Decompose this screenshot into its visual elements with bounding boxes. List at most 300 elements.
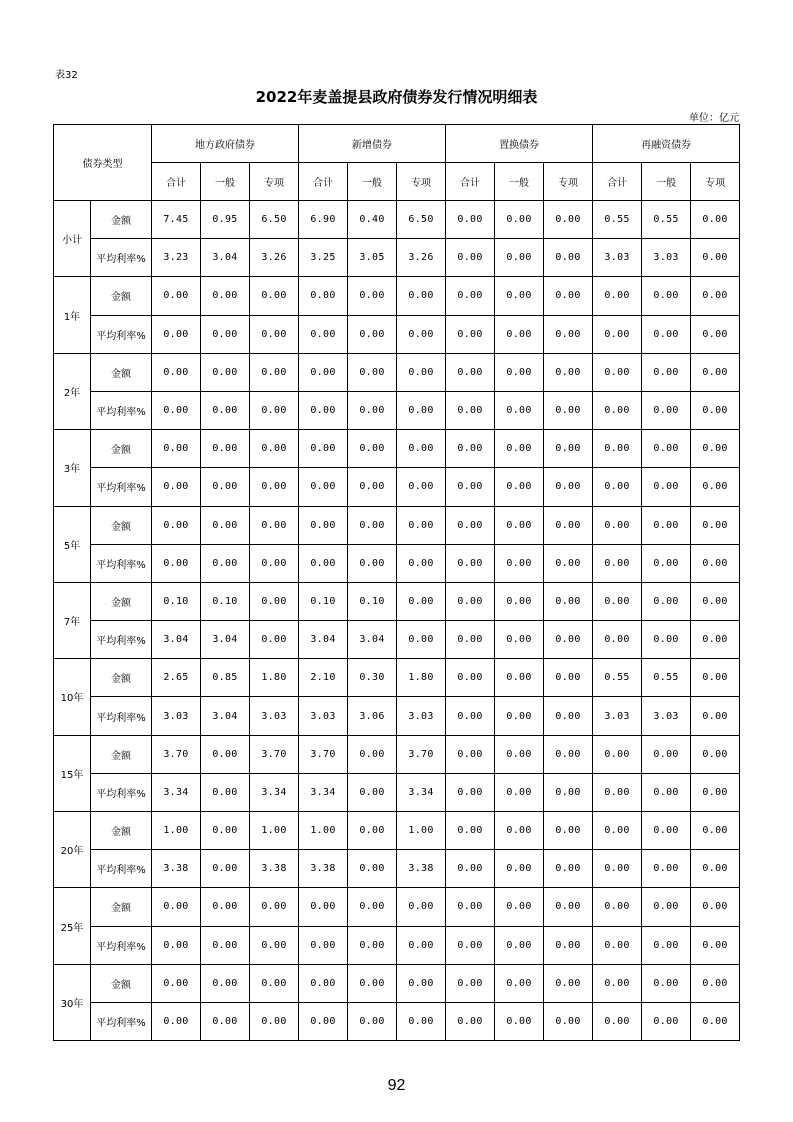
subcol-header: 合计: [446, 163, 495, 201]
table-cell: 0.00: [397, 468, 446, 506]
table-cell: 3.26: [250, 239, 299, 277]
subcol-header: 一般: [348, 163, 397, 201]
table-cell: 0.00: [446, 697, 495, 735]
bond-issuance-table: [53, 124, 740, 1041]
table-cell: 0.00: [495, 659, 544, 697]
table-cell: 0.00: [299, 544, 348, 582]
table-cell: 0.00: [642, 391, 691, 429]
table-cell: 6.90: [299, 201, 348, 239]
table-cell: 3.34: [250, 773, 299, 811]
table-cell: 0.00: [642, 468, 691, 506]
subcol-header: 专项: [250, 163, 299, 201]
table-cell: 0.00: [397, 1002, 446, 1040]
table-cell: 0.00: [348, 468, 397, 506]
table-cell: 0.00: [201, 430, 250, 468]
term-label: 10年: [54, 659, 91, 735]
table-row: [54, 468, 740, 506]
table-cell: 0.00: [691, 506, 740, 544]
table-cell: 0.00: [691, 888, 740, 926]
table-cell: 0.00: [250, 888, 299, 926]
table-cell: 0.00: [348, 773, 397, 811]
table-cell: 0.00: [250, 544, 299, 582]
group-header: 再融资债券: [593, 125, 740, 163]
table-cell: 0.00: [544, 1002, 593, 1040]
table-cell: 0.40: [348, 201, 397, 239]
rate-label: 平均利率%: [91, 544, 152, 582]
table-cell: 0.00: [691, 277, 740, 315]
table-cell: 0.00: [642, 315, 691, 353]
table-cell: 0.00: [348, 1002, 397, 1040]
table-cell: 3.38: [397, 850, 446, 888]
amount-label: 金额: [91, 812, 152, 850]
rate-label: 平均利率%: [91, 468, 152, 506]
table-cell: 0.00: [250, 391, 299, 429]
table-cell: 0.00: [299, 888, 348, 926]
rate-label: 平均利率%: [91, 697, 152, 735]
table-cell: 0.00: [495, 964, 544, 1002]
table-cell: 3.03: [593, 697, 642, 735]
table-cell: 1.80: [250, 659, 299, 697]
table-cell: 0.00: [201, 468, 250, 506]
subcol-header: 合计: [299, 163, 348, 201]
rate-label: 平均利率%: [91, 239, 152, 277]
table-row: [54, 926, 740, 964]
term-label: 30年: [54, 964, 91, 1040]
table-cell: 0.00: [593, 315, 642, 353]
table-row: [54, 812, 740, 850]
table-cell: 0.00: [299, 1002, 348, 1040]
table-cell: 0.00: [495, 926, 544, 964]
table-cell: 0.10: [152, 582, 201, 620]
table-cell: 0.00: [152, 964, 201, 1002]
table-number: 表32: [55, 70, 78, 81]
table-cell: 0.00: [691, 544, 740, 582]
table-row: [54, 735, 740, 773]
table-cell: 0.00: [495, 850, 544, 888]
table-cell: 0.00: [348, 926, 397, 964]
table-cell: 0.00: [495, 621, 544, 659]
table-cell: 3.03: [397, 697, 446, 735]
table-row: [54, 315, 740, 353]
table-cell: 0.00: [691, 201, 740, 239]
table-cell: 0.00: [348, 353, 397, 391]
table-cell: 0.00: [152, 315, 201, 353]
table-cell: 0.00: [642, 735, 691, 773]
table-cell: 0.00: [691, 964, 740, 1002]
table-cell: 0.00: [446, 353, 495, 391]
table-cell: 0.00: [544, 812, 593, 850]
table-cell: 0.00: [152, 506, 201, 544]
table-cell: 0.00: [691, 850, 740, 888]
table-cell: 3.70: [397, 735, 446, 773]
table-cell: 0.00: [348, 315, 397, 353]
table-cell: 0.00: [642, 544, 691, 582]
table-cell: 0.00: [642, 506, 691, 544]
header-row-groups: [54, 125, 740, 163]
table-cell: 0.00: [250, 277, 299, 315]
table-cell: 0.00: [691, 659, 740, 697]
table-cell: 0.00: [348, 735, 397, 773]
table-cell: 3.34: [299, 773, 348, 811]
table-cell: 0.00: [250, 430, 299, 468]
table-cell: 0.00: [642, 850, 691, 888]
table-cell: 0.00: [544, 277, 593, 315]
table-cell: 0.00: [299, 277, 348, 315]
table-cell: 0.00: [691, 926, 740, 964]
table-row: [54, 430, 740, 468]
table-cell: 3.23: [152, 239, 201, 277]
table-cell: 3.03: [593, 239, 642, 277]
table-cell: 0.00: [446, 201, 495, 239]
table-cell: 3.70: [299, 735, 348, 773]
table-cell: 0.00: [544, 659, 593, 697]
table-cell: 2.65: [152, 659, 201, 697]
table-cell: 0.00: [446, 544, 495, 582]
table-cell: 0.55: [642, 659, 691, 697]
table-cell: 0.00: [446, 812, 495, 850]
table-cell: 7.45: [152, 201, 201, 239]
table-cell: 0.00: [544, 773, 593, 811]
table-cell: 0.00: [544, 544, 593, 582]
table-cell: 3.04: [201, 697, 250, 735]
table-cell: 0.00: [593, 353, 642, 391]
table-row: [54, 239, 740, 277]
table-cell: 0.00: [250, 621, 299, 659]
table-cell: 0.00: [495, 697, 544, 735]
table-cell: 0.00: [201, 926, 250, 964]
table-cell: 0.10: [299, 582, 348, 620]
table-cell: 0.00: [201, 812, 250, 850]
table-cell: 0.00: [152, 544, 201, 582]
table-cell: 0.00: [642, 964, 691, 1002]
table-cell: 0.00: [642, 1002, 691, 1040]
term-label: 25年: [54, 888, 91, 964]
table-cell: 0.00: [348, 544, 397, 582]
amount-label: 金额: [91, 353, 152, 391]
amount-label: 金额: [91, 506, 152, 544]
table-cell: 0.00: [348, 391, 397, 429]
rate-label: 平均利率%: [91, 926, 152, 964]
table-cell: 1.80: [397, 659, 446, 697]
table-cell: 0.00: [593, 391, 642, 429]
table-cell: 0.10: [201, 582, 250, 620]
table-cell: 0.00: [299, 506, 348, 544]
table-cell: 0.00: [397, 430, 446, 468]
table-cell: 0.00: [201, 506, 250, 544]
table-cell: 0.00: [152, 468, 201, 506]
table-cell: 0.00: [299, 391, 348, 429]
table-cell: 0.00: [152, 277, 201, 315]
table-cell: 3.34: [397, 773, 446, 811]
table-cell: 0.00: [691, 812, 740, 850]
table-cell: 0.00: [691, 391, 740, 429]
table-cell: 0.00: [397, 964, 446, 1002]
table-cell: 0.00: [152, 430, 201, 468]
table-cell: 0.00: [691, 621, 740, 659]
table-cell: 0.00: [593, 582, 642, 620]
table-cell: 0.00: [593, 926, 642, 964]
table-cell: 0.00: [250, 582, 299, 620]
subcol-header: 一般: [642, 163, 691, 201]
table-cell: 0.00: [446, 964, 495, 1002]
table-cell: 0.00: [642, 353, 691, 391]
corner-header: 债券类型: [54, 125, 152, 201]
term-label: 15年: [54, 735, 91, 811]
table-cell: 0.00: [397, 582, 446, 620]
table-cell: 0.00: [495, 430, 544, 468]
term-label: 2年: [54, 353, 91, 429]
table-cell: 0.00: [691, 353, 740, 391]
table-cell: 0.00: [495, 239, 544, 277]
table-cell: 0.00: [544, 735, 593, 773]
table-cell: 0.00: [348, 812, 397, 850]
table-cell: 0.00: [691, 773, 740, 811]
table-cell: 3.26: [397, 239, 446, 277]
table-cell: 0.00: [495, 315, 544, 353]
table-cell: 0.00: [495, 468, 544, 506]
table-cell: 0.00: [544, 926, 593, 964]
header-row-subcols: [54, 163, 740, 201]
table-cell: 0.00: [593, 812, 642, 850]
table-cell: 3.04: [152, 621, 201, 659]
table-cell: 0.00: [348, 964, 397, 1002]
table-cell: 0.00: [397, 544, 446, 582]
table-row: [54, 888, 740, 926]
table-cell: 0.00: [446, 621, 495, 659]
table-cell: 0.00: [201, 964, 250, 1002]
rate-label: 平均利率%: [91, 391, 152, 429]
table-cell: 0.00: [397, 621, 446, 659]
table-cell: 0.00: [495, 353, 544, 391]
table-cell: 0.00: [446, 582, 495, 620]
term-label: 7年: [54, 582, 91, 658]
table-cell: 0.00: [446, 850, 495, 888]
term-label: 20年: [54, 812, 91, 888]
table-cell: 0.00: [691, 239, 740, 277]
table-cell: 3.38: [250, 850, 299, 888]
table-cell: 0.00: [250, 353, 299, 391]
table-cell: 6.50: [250, 201, 299, 239]
table-cell: 0.30: [348, 659, 397, 697]
table-cell: 0.00: [642, 277, 691, 315]
table-cell: 0.00: [446, 888, 495, 926]
table-cell: 0.00: [642, 621, 691, 659]
table-cell: 0.00: [495, 582, 544, 620]
amount-label: 金额: [91, 582, 152, 620]
table-cell: 0.00: [201, 277, 250, 315]
table-cell: 0.00: [544, 430, 593, 468]
table-cell: 0.00: [544, 506, 593, 544]
table-cell: 3.04: [299, 621, 348, 659]
table-cell: 0.00: [299, 430, 348, 468]
unit-label: 单位：亿元: [689, 113, 739, 124]
term-label: 1年: [54, 277, 91, 353]
table-cell: 0.00: [544, 315, 593, 353]
table-cell: 0.00: [397, 506, 446, 544]
table-cell: 0.00: [446, 430, 495, 468]
table-cell: 0.00: [544, 201, 593, 239]
table-cell: 1.00: [250, 812, 299, 850]
table-cell: 0.95: [201, 201, 250, 239]
table-cell: 0.00: [495, 812, 544, 850]
table-cell: 0.00: [201, 391, 250, 429]
table-row: [54, 697, 740, 735]
table-cell: 0.00: [250, 926, 299, 964]
table-cell: 3.03: [642, 697, 691, 735]
table-body: [54, 201, 740, 1041]
table-cell: 0.00: [642, 773, 691, 811]
table-cell: 0.00: [593, 277, 642, 315]
table-cell: 0.00: [495, 1002, 544, 1040]
table-cell: 3.25: [299, 239, 348, 277]
amount-label: 金额: [91, 964, 152, 1002]
table-cell: 0.00: [593, 773, 642, 811]
table-row: [54, 391, 740, 429]
table-cell: 0.00: [446, 1002, 495, 1040]
table-cell: 0.00: [495, 773, 544, 811]
table-cell: 3.03: [152, 697, 201, 735]
table-cell: 1.00: [152, 812, 201, 850]
table-cell: 0.00: [544, 239, 593, 277]
rate-label: 平均利率%: [91, 1002, 152, 1040]
table-cell: 0.00: [593, 544, 642, 582]
table-cell: 2.10: [299, 659, 348, 697]
subcol-header: 专项: [544, 163, 593, 201]
table-cell: 3.03: [250, 697, 299, 735]
table-row: [54, 544, 740, 582]
table-cell: 0.00: [544, 582, 593, 620]
table-cell: 0.00: [544, 964, 593, 1002]
table-cell: 0.00: [544, 391, 593, 429]
table-row: [54, 621, 740, 659]
subcol-header: 一般: [495, 163, 544, 201]
table-cell: 0.00: [593, 735, 642, 773]
table-cell: 0.10: [348, 582, 397, 620]
table-cell: 0.00: [642, 926, 691, 964]
table-cell: 0.00: [348, 430, 397, 468]
subcol-header: 合计: [593, 163, 642, 201]
subcol-header: 一般: [201, 163, 250, 201]
table-cell: 3.03: [299, 697, 348, 735]
table-cell: 3.05: [348, 239, 397, 277]
table-cell: 1.00: [397, 812, 446, 850]
table-cell: 0.55: [593, 201, 642, 239]
table-cell: 0.00: [299, 926, 348, 964]
table-cell: 0.00: [446, 773, 495, 811]
term-label: 5年: [54, 506, 91, 582]
table-cell: 0.00: [201, 735, 250, 773]
table-row: [54, 773, 740, 811]
subcol-header: 专项: [691, 163, 740, 201]
table-cell: 0.00: [691, 430, 740, 468]
amount-label: 金额: [91, 277, 152, 315]
table-cell: 0.00: [348, 506, 397, 544]
table-cell: 0.00: [691, 468, 740, 506]
amount-label: 金额: [91, 888, 152, 926]
amount-label: 金额: [91, 659, 152, 697]
table-cell: 0.00: [446, 506, 495, 544]
table-cell: 0.00: [152, 926, 201, 964]
table-cell: 0.00: [152, 888, 201, 926]
table-cell: 0.00: [593, 850, 642, 888]
amount-label: 金额: [91, 201, 152, 239]
table-cell: 0.00: [495, 391, 544, 429]
table-cell: 0.00: [397, 888, 446, 926]
group-header: 新增债券: [299, 125, 446, 163]
table-cell: 0.00: [495, 277, 544, 315]
table-cell: 3.34: [152, 773, 201, 811]
table-row: [54, 277, 740, 315]
table-cell: 0.00: [544, 353, 593, 391]
table-cell: 0.00: [250, 506, 299, 544]
table-cell: 0.00: [446, 735, 495, 773]
table-cell: 0.00: [446, 277, 495, 315]
table-cell: 0.00: [397, 926, 446, 964]
table-cell: 0.00: [201, 544, 250, 582]
table-row: [54, 582, 740, 620]
rate-label: 平均利率%: [91, 621, 152, 659]
table-cell: 0.00: [397, 353, 446, 391]
table-cell: 0.00: [495, 506, 544, 544]
table-cell: 0.00: [593, 888, 642, 926]
table-cell: 0.00: [642, 430, 691, 468]
table-cell: 0.00: [495, 735, 544, 773]
table-cell: 0.00: [593, 506, 642, 544]
table-cell: 0.00: [348, 888, 397, 926]
table-cell: 0.00: [593, 621, 642, 659]
group-header: 地方政府债券: [152, 125, 299, 163]
table-cell: 0.00: [446, 468, 495, 506]
term-label: 小计: [54, 201, 91, 277]
table-cell: 0.00: [642, 888, 691, 926]
table-cell: 0.00: [397, 277, 446, 315]
table-cell: 0.00: [446, 659, 495, 697]
table-cell: 0.00: [201, 850, 250, 888]
page-title: 2022年麦盖提县政府债券发行情况明细表: [255, 88, 538, 106]
table-row: [54, 506, 740, 544]
table-cell: 0.00: [446, 391, 495, 429]
table-cell: 0.00: [691, 315, 740, 353]
table-header: [54, 125, 740, 201]
rate-label: 平均利率%: [91, 315, 152, 353]
table-cell: 0.00: [691, 697, 740, 735]
table-cell: 0.00: [201, 1002, 250, 1040]
term-label: 3年: [54, 430, 91, 506]
table-cell: 0.00: [691, 735, 740, 773]
table-cell: 3.03: [642, 239, 691, 277]
table-cell: 0.00: [299, 964, 348, 1002]
table-cell: 3.04: [201, 239, 250, 277]
table-cell: 0.00: [544, 621, 593, 659]
rate-label: 平均利率%: [91, 850, 152, 888]
table-cell: 0.00: [642, 812, 691, 850]
table-row: [54, 850, 740, 888]
table-cell: 3.70: [250, 735, 299, 773]
table-cell: 0.00: [201, 315, 250, 353]
table-cell: 0.00: [495, 888, 544, 926]
table-cell: 0.00: [446, 315, 495, 353]
table-cell: 3.38: [299, 850, 348, 888]
subcol-header: 合计: [152, 163, 201, 201]
table-cell: 0.00: [348, 277, 397, 315]
table-cell: 0.00: [495, 201, 544, 239]
table-cell: 0.00: [201, 353, 250, 391]
amount-label: 金额: [91, 735, 152, 773]
table-cell: 0.00: [152, 1002, 201, 1040]
table-cell: 0.00: [201, 888, 250, 926]
table-cell: 3.04: [348, 621, 397, 659]
subcol-header: 专项: [397, 163, 446, 201]
